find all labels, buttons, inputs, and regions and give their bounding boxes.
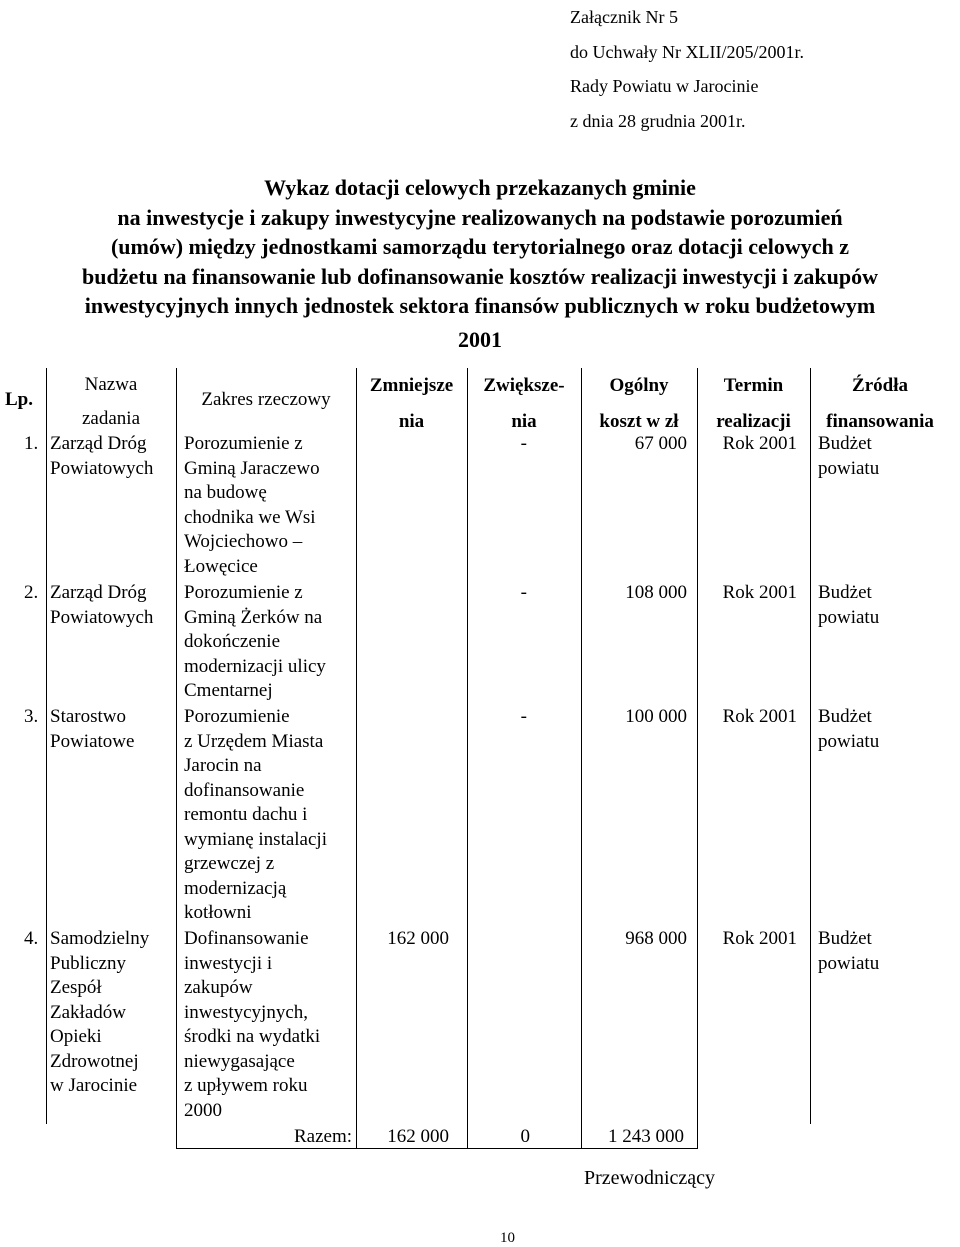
row-scope-line: z upływem roku [184, 1075, 308, 1096]
row-name-line: Samodzielny [50, 928, 150, 949]
row-source [818, 432, 879, 481]
header-term [697, 368, 810, 440]
row-scope-line: środki na wydatki [184, 1026, 321, 1047]
row-increase: - [520, 582, 527, 603]
row-lp: 2. [24, 582, 39, 603]
row-scope-line: grzewczej z [184, 853, 275, 874]
column-divider [581, 368, 582, 1149]
row-name-line: w Jarocinie [50, 1075, 138, 1096]
row-scope-line: inwestycyjnych, [184, 1001, 309, 1023]
row-source-line: powiatu [818, 952, 880, 974]
header-term-line: realizacji [716, 411, 791, 432]
row-source [818, 705, 879, 754]
column-divider [467, 368, 468, 1149]
row-scope-line: Dofinansowanie [184, 928, 309, 949]
row-source-line: Budżet [818, 433, 872, 454]
row-scope-line: kotłowni [184, 902, 252, 923]
row-increase: - [520, 433, 527, 454]
row-source-line: powiatu [818, 606, 880, 628]
header-total-line: Ogólny [609, 375, 669, 396]
row-scope-line: niewygasające [184, 1050, 295, 1072]
title-line: Wykaz dotacji celowych przekazanych gminie [264, 175, 696, 200]
title-line: inwestycyjnych innych jednostek sektora finansów publicznych w roku budżetowym [84, 293, 876, 318]
header-name-line: zadania [81, 408, 140, 429]
header-total-line: koszt w zł [599, 411, 679, 432]
header-decrease [356, 368, 467, 440]
header-source-line: finansowania [826, 411, 934, 432]
row-scope [184, 927, 320, 1123]
row-term: Rok 2001 [722, 928, 797, 949]
row-term: Rok 2001 [722, 433, 797, 454]
totals-label: Razem: [293, 1126, 352, 1147]
column-divider [810, 368, 811, 1124]
row-name-line: Zarząd Dróg [50, 582, 147, 603]
row-scope-line: 2000 [184, 1099, 222, 1121]
row-total: 968 000 [625, 928, 687, 949]
header-source-line: Źródła [852, 375, 908, 396]
row-total: 100 000 [625, 706, 687, 727]
row-name-line: Opieki [50, 1026, 102, 1047]
row-name [50, 432, 153, 481]
column-divider [697, 368, 698, 1149]
row-name-line: Powiatowych [50, 457, 154, 479]
row-scope-line: na budowę [184, 482, 267, 503]
row-scope [184, 432, 320, 579]
row-term: Rok 2001 [722, 706, 797, 727]
header-increase [467, 368, 581, 440]
row-total: 108 000 [625, 582, 687, 603]
row-name-line: Zdrowotnej [50, 1050, 139, 1072]
row-scope-line: Cmentarnej [184, 680, 273, 701]
row-lp: 3. [24, 706, 39, 727]
signature-label: Przewodniczący [584, 1167, 716, 1189]
row-scope-line: zakupów [184, 977, 253, 998]
title-line: (umów) między jednostkami samorządu terytorialnego oraz dotacji celowych z [110, 234, 850, 259]
column-divider [356, 368, 357, 1149]
annex-line: Załącznik Nr 5 [570, 7, 678, 27]
header-scope: Zakres rzeczowy [201, 389, 331, 410]
row-source-line: Budżet [818, 582, 872, 603]
row-source-line: powiatu [818, 730, 880, 752]
row-increase: - [520, 706, 527, 727]
row-source [818, 927, 879, 976]
row-scope-line: dofinansowanie [184, 779, 305, 801]
row-scope-line: Porozumienie z [184, 582, 303, 603]
totals-total: 1 243 000 [608, 1126, 684, 1147]
row-name-line: Zarząd Dróg [50, 433, 147, 454]
header-decrease-line: Zmniejsze [369, 375, 454, 396]
row-name [50, 705, 134, 754]
title-line: budżetu na finansowanie lub dofinansowanie kosztów realizacji inwestycji i zakupów [82, 263, 878, 289]
row-scope-line: inwestycji i [184, 952, 273, 974]
row-name-line: Publiczny [50, 952, 126, 974]
row-name [50, 927, 149, 1099]
annex-header [570, 0, 804, 138]
header-source [810, 368, 950, 440]
row-scope-line: Jarocin na [184, 755, 262, 776]
annex-line: Rady Powiatu w Jarocinie [570, 76, 759, 96]
row-scope-line: remontu dachu i [184, 804, 308, 825]
row-scope-line: Porozumienie [184, 706, 290, 727]
header-decrease-line: nia [398, 411, 425, 432]
row-scope-line: modernizacją [184, 877, 287, 899]
title-line: 2001 [458, 326, 502, 352]
row-name-line: Powiatowych [50, 606, 154, 628]
row-scope-line: dokończenie [184, 631, 281, 652]
row-name [50, 581, 153, 630]
row-scope-line: Łowęcice [184, 555, 258, 577]
document-title [0, 173, 960, 354]
header-lp: Lp. [5, 389, 33, 410]
row-term: Rok 2001 [722, 582, 797, 603]
row-scope [184, 581, 326, 704]
row-scope-line: wymianę instalacji [184, 828, 327, 850]
header-term-line: Termin [723, 375, 784, 396]
row-lp: 1. [24, 433, 39, 454]
column-divider [176, 368, 177, 1149]
row-scope [184, 705, 327, 926]
row-name-line: Starostwo [50, 706, 126, 727]
row-scope-line: z Urzędem Miasta [184, 730, 324, 752]
header-total [581, 368, 697, 440]
header-name-line: Nazwa [84, 374, 138, 395]
row-total: 67 000 [634, 433, 687, 454]
row-source-line: powiatu [818, 457, 880, 479]
totals-decrease: 162 000 [387, 1126, 449, 1147]
title-line: na inwestycje i zakupy inwestycyjne realizowanych na podstawie porozumień [117, 204, 843, 230]
header-increase-line: nia [511, 411, 537, 432]
row-scope-line: Porozumienie z [184, 433, 303, 454]
totals-increase: 0 [520, 1126, 530, 1147]
page-number: 10 [500, 1230, 515, 1246]
row-source-line: Budżet [818, 928, 872, 949]
row-name-line: Powiatowe [50, 730, 135, 752]
row-source [818, 581, 879, 630]
row-lp: 4. [24, 928, 39, 949]
header-name [46, 368, 176, 436]
row-name-line: Zakładów [50, 1001, 126, 1023]
column-divider [46, 368, 47, 1124]
annex-line: z dnia 28 grudnia 2001r. [570, 110, 746, 131]
row-scope-line: Wojciechowo – [184, 531, 303, 552]
row-scope-line: Gminą Żerków na [184, 606, 323, 628]
row-source-line: Budżet [818, 706, 872, 727]
row-scope-line: chodnika we Wsi [184, 506, 316, 528]
row-scope-line: Gminą Jaraczewo [184, 457, 320, 479]
row-decrease: 162 000 [387, 928, 449, 949]
row-scope-line: modernizacji ulicy [184, 655, 326, 677]
row-name-line: Zespół [50, 977, 102, 998]
annex-line: do Uchwały Nr XLII/205/2001r. [570, 41, 804, 62]
header-increase-line: Zwiększe- [483, 375, 565, 396]
